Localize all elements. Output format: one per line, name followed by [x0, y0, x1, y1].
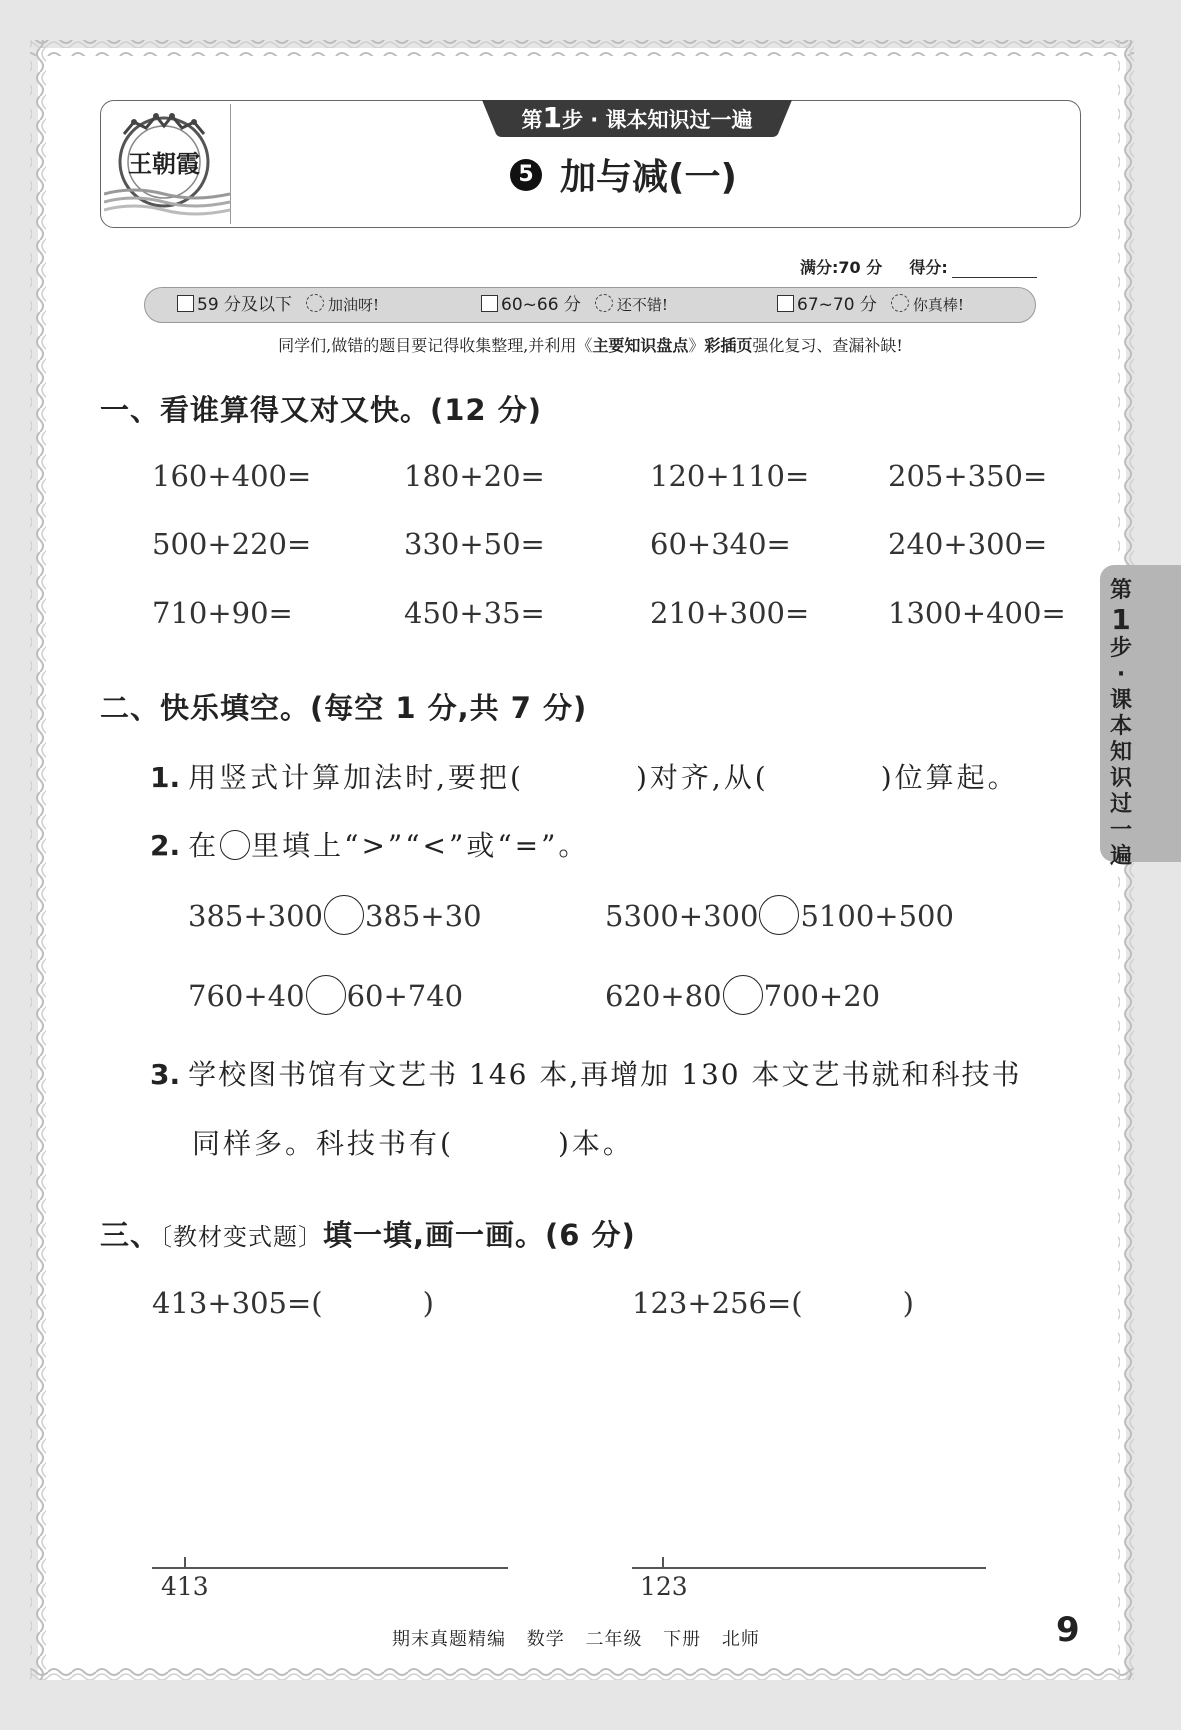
compare-circle[interactable]	[723, 975, 763, 1015]
grade-checkbox-low[interactable]	[177, 295, 194, 312]
question-3: 3. 学校图书馆有文艺书 146 本,再增加 130 本文艺书就和科技书	[150, 1058, 1022, 1091]
number-line-start-label: 413	[161, 1572, 209, 1601]
lesson-number-badge: 5	[510, 159, 542, 191]
page-number: 9	[1056, 1610, 1080, 1650]
grade-option-high: 67~70 分 你真棒!	[777, 288, 964, 322]
calc-problem: 500+220=	[152, 527, 312, 561]
fill-expression: 413+305=( )	[152, 1286, 434, 1320]
calc-problem: 120+110=	[650, 459, 810, 493]
smiley-icon	[595, 294, 613, 312]
step-tab-label: 第1步 · 课本知识过一遍	[521, 101, 753, 134]
book-footer: 期末真题精编 数学 二年级 下册 北师	[392, 1629, 760, 1650]
smiley-icon	[891, 294, 909, 312]
compare-item: 5300+300 5100+500	[605, 898, 954, 938]
calc-problem: 1300+400=	[888, 596, 1066, 630]
fill-expression: 123+256=( )	[632, 1286, 914, 1320]
calc-problem: 240+300=	[888, 527, 1048, 561]
logo-emblem-icon	[104, 104, 230, 224]
compare-item: 620+80 700+20	[605, 978, 880, 1018]
smiley-icon	[306, 294, 324, 312]
score-blank[interactable]	[952, 261, 1037, 278]
review-notice: 同学们,做错的题目要记得收集整理,并利用《主要知识盘点》彩插页强化复习、查漏补缺!	[278, 336, 903, 355]
grade-checkbox-mid[interactable]	[481, 295, 498, 312]
number-line-tick	[662, 1557, 664, 1569]
textbook-variant-tag: 〔教材变式题〕	[160, 1223, 324, 1251]
calc-problem: 180+20=	[404, 459, 545, 493]
question-1: 1. 用竖式计算加法时,要把( )对齐,从( )位算起。	[150, 761, 1019, 794]
calc-problem: 330+50=	[404, 527, 545, 561]
calc-problem: 210+300=	[650, 596, 810, 630]
svg-text:王朝霞: 王朝霞	[128, 149, 200, 178]
grade-checkbox-high[interactable]	[777, 295, 794, 312]
publisher-logo	[104, 104, 231, 224]
question-3-line-2: 同样多。科技书有( )本。	[192, 1127, 634, 1160]
number-line-start-label: 123	[640, 1572, 688, 1601]
calc-problem: 205+350=	[888, 459, 1048, 493]
calc-problem: 710+90=	[152, 596, 293, 630]
full-score-label: 满分:70 分	[800, 258, 883, 277]
compare-circle[interactable]	[306, 975, 346, 1015]
number-line	[152, 1567, 508, 1569]
compare-item: 385+300 385+30	[188, 898, 482, 938]
compare-circle[interactable]	[324, 895, 364, 935]
question-2: 2. 在 里填上“>”“<”或“=”。	[150, 829, 590, 862]
number-line	[632, 1567, 986, 1569]
section-1-title: 一、看谁算得又对又快。(12 分)	[100, 393, 542, 427]
lesson-title: 5 加与减(一)	[510, 150, 737, 206]
compare-circle[interactable]	[759, 895, 799, 935]
calc-problem: 60+340=	[650, 527, 791, 561]
calc-problem: 450+35=	[404, 596, 545, 630]
grade-bar	[144, 287, 1036, 323]
grade-option-mid: 60~66 分 还不错!	[481, 288, 668, 322]
got-score-label: 得分:	[909, 258, 948, 277]
compare-item: 760+40 60+740	[188, 978, 463, 1018]
number-line-tick	[184, 1557, 186, 1569]
section-3-title: 三、〔教材变式题〕填一填,画一画。(6 分)	[100, 1218, 636, 1252]
calc-problem: 160+400=	[152, 459, 312, 493]
grade-option-low: 59 分及以下 加油呀!	[177, 288, 379, 322]
circle-icon	[220, 830, 250, 860]
side-step-tab-label: 第 1 步·课本知识过一遍	[1109, 578, 1132, 869]
score-line	[800, 255, 1037, 278]
section-2-title: 二、快乐填空。(每空 1 分,共 7 分)	[100, 691, 588, 725]
